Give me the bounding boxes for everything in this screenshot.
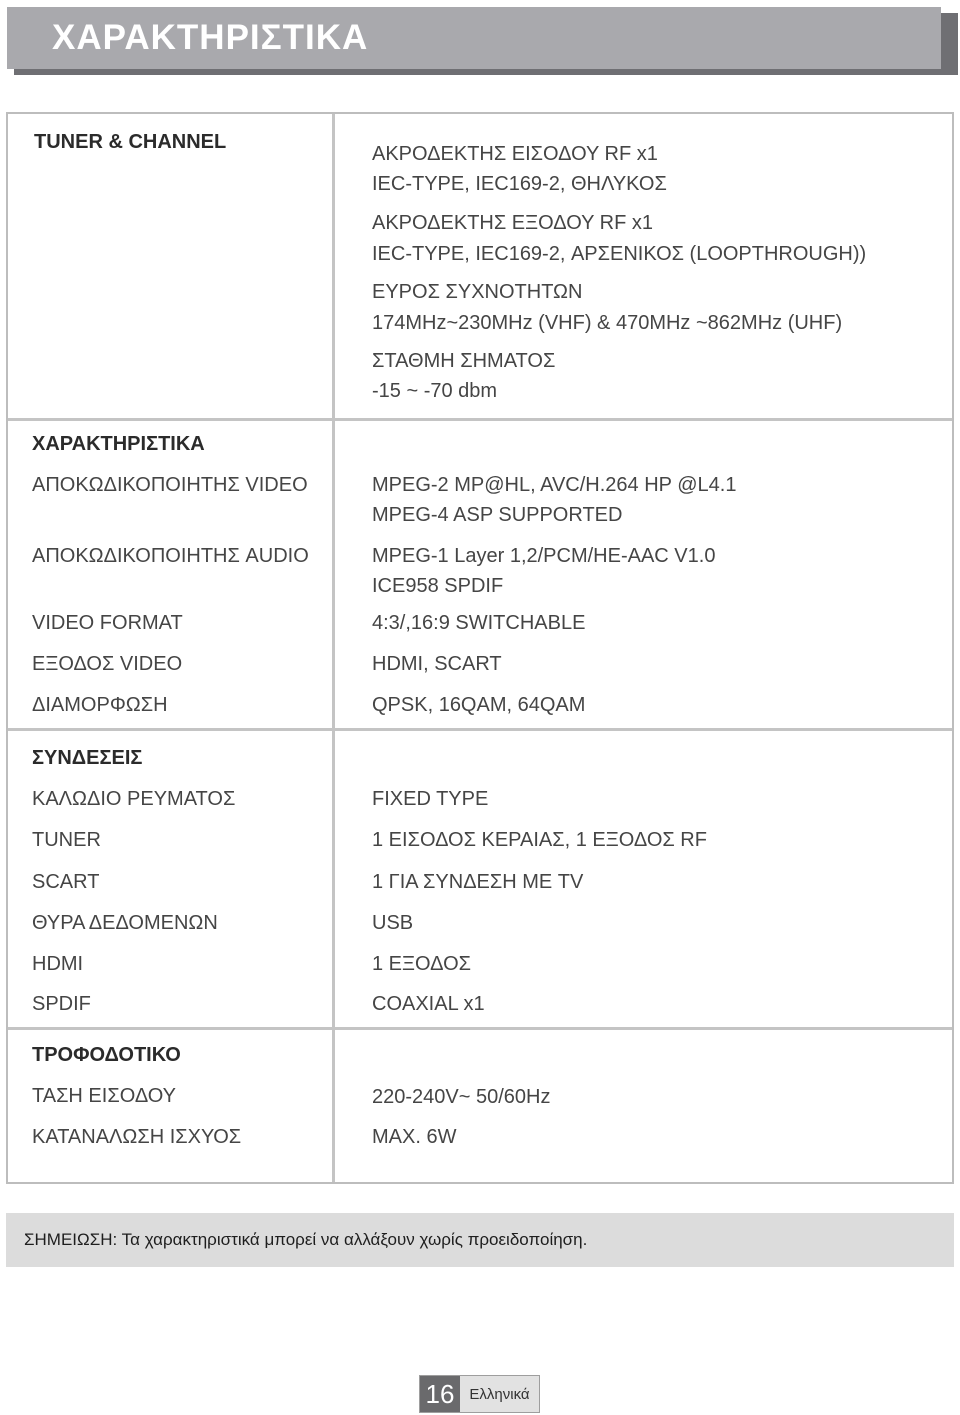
page-title: ΧΑΡΑΚΤΗΡΙΣΤΙΚΑ xyxy=(52,18,369,57)
spec-value: HDMI, SCART xyxy=(372,653,502,675)
spec-value: QPSK, 16QAM, 64QAM xyxy=(372,694,586,716)
section-heading-features: ΧΑΡΑΚΤΗΡΙΣΤΙΚΑ xyxy=(32,433,205,455)
section-divider-features xyxy=(8,418,952,421)
tuner-spec-line: ΑΚΡΟΔΕΚΤΗΣ ΕΞΟΔΟΥ RF x1 xyxy=(372,212,653,234)
spec-label: ΚΑΤΑΝΑΛΩΣΗ ΙΣΧΥΟΣ xyxy=(32,1126,242,1148)
spec-value: 220-240V~ 50/60Hz xyxy=(372,1086,551,1108)
spec-value: FIXED TYPE xyxy=(372,788,489,810)
spec-value: MPEG-2 MP@HL, AVC/H.264 HP @L4.1 xyxy=(372,474,737,496)
spec-value: COAXIAL x1 xyxy=(372,993,485,1015)
header-banner xyxy=(7,7,941,69)
spec-label: TUNER xyxy=(32,829,101,851)
spec-value: MPEG-1 Layer 1,2/PCM/HE-AAC V1.0 xyxy=(372,545,716,567)
tuner-spec-line: ΣΤΑΘΜΗ ΣΗΜΑΤΟΣ xyxy=(372,350,556,372)
spec-value: 1 ΕΙΣΟΔΟΣ ΚΕΡΑΙΑΣ, 1 ΕΞΟΔΟΣ RF xyxy=(372,829,707,851)
spec-value: 1 ΕΞΟΔΟΣ xyxy=(372,953,472,975)
section-heading-tuner: TUNER & CHANNEL xyxy=(34,131,227,153)
tuner-spec-line: 174MHz~230MHz (VHF) & 470MHz ~862MHz (UHF) xyxy=(372,312,843,334)
note-text: ΣΗΜΕΙΩΣΗ: Τα χαρακτηριστικά μπορεί να αλλάξουν χωρίς προειδοποίηση. xyxy=(24,1230,588,1249)
spec-value: USB xyxy=(372,912,414,934)
section-divider-power xyxy=(8,1027,952,1030)
spec-value: MPEG-4 ASP SUPPORTED xyxy=(372,504,623,526)
page-footer xyxy=(419,1375,540,1413)
tuner-spec-line: ΕΥΡΟΣ ΣΥΧΝΟΤΗΤΩΝ xyxy=(372,281,583,303)
spec-label: ΕΞΟΔΟΣ VIDEO xyxy=(32,653,183,675)
spec-label: VIDEO FORMAT xyxy=(32,612,183,634)
spec-value: 4:3/,16:9 SWITCHABLE xyxy=(372,612,586,634)
tuner-spec-line: -15 ~ -70 dbm xyxy=(372,380,498,402)
spec-value: 1 ΓΙΑ ΣΥΝΔΕΣΗ ΜΕ TV xyxy=(372,871,584,893)
spec-label: HDMI xyxy=(32,953,84,975)
spec-label: ΑΠΟΚΩΔΙΚΟΠΟΙΗΤΗΣ AUDIO xyxy=(32,545,309,567)
spec-value: MAX. 6W xyxy=(372,1126,457,1148)
spec-label: ΤΑΣΗ ΕΙΣΟΔΟΥ xyxy=(32,1085,177,1107)
section-heading-power: ΤΡΟΦΟΔΟΤΙΚΟ xyxy=(32,1044,181,1066)
column-divider xyxy=(332,114,335,1182)
page-number: 16 xyxy=(420,1376,460,1412)
note-bar xyxy=(6,1213,954,1267)
section-divider-connections xyxy=(8,728,952,731)
spec-label: SCART xyxy=(32,871,100,893)
spec-label: ΘΥΡΑ ΔΕΔΟΜΕΝΩΝ xyxy=(32,912,218,934)
spec-value: ICE958 SPDIF xyxy=(372,575,504,597)
page-language: Ελληνικά xyxy=(460,1376,539,1412)
spec-label: SPDIF xyxy=(32,993,91,1015)
section-heading-connections: ΣΥΝΔΕΣΕΙΣ xyxy=(32,747,143,769)
spec-table xyxy=(6,112,954,1184)
tuner-spec-line: IEC-TYPE, IEC169-2, ΑΡΣΕΝΙΚΟΣ (LOOPTHROUGH)) xyxy=(372,243,867,265)
spec-label: ΑΠΟΚΩΔΙΚΟΠΟΙΗΤΗΣ VIDEO xyxy=(32,474,308,496)
tuner-spec-line: IEC-TYPE, IEC169-2, ΘΗΛΥΚΟΣ xyxy=(372,173,667,195)
spec-label: ΚΑΛΩΔΙΟ ΡΕΥΜΑΤΟΣ xyxy=(32,788,236,810)
tuner-spec-line: ΑΚΡΟΔΕΚΤΗΣ ΕΙΣΟΔΟΥ RF x1 xyxy=(372,143,658,165)
spec-label: ΔΙΑΜΟΡΦΩΣΗ xyxy=(32,694,168,716)
